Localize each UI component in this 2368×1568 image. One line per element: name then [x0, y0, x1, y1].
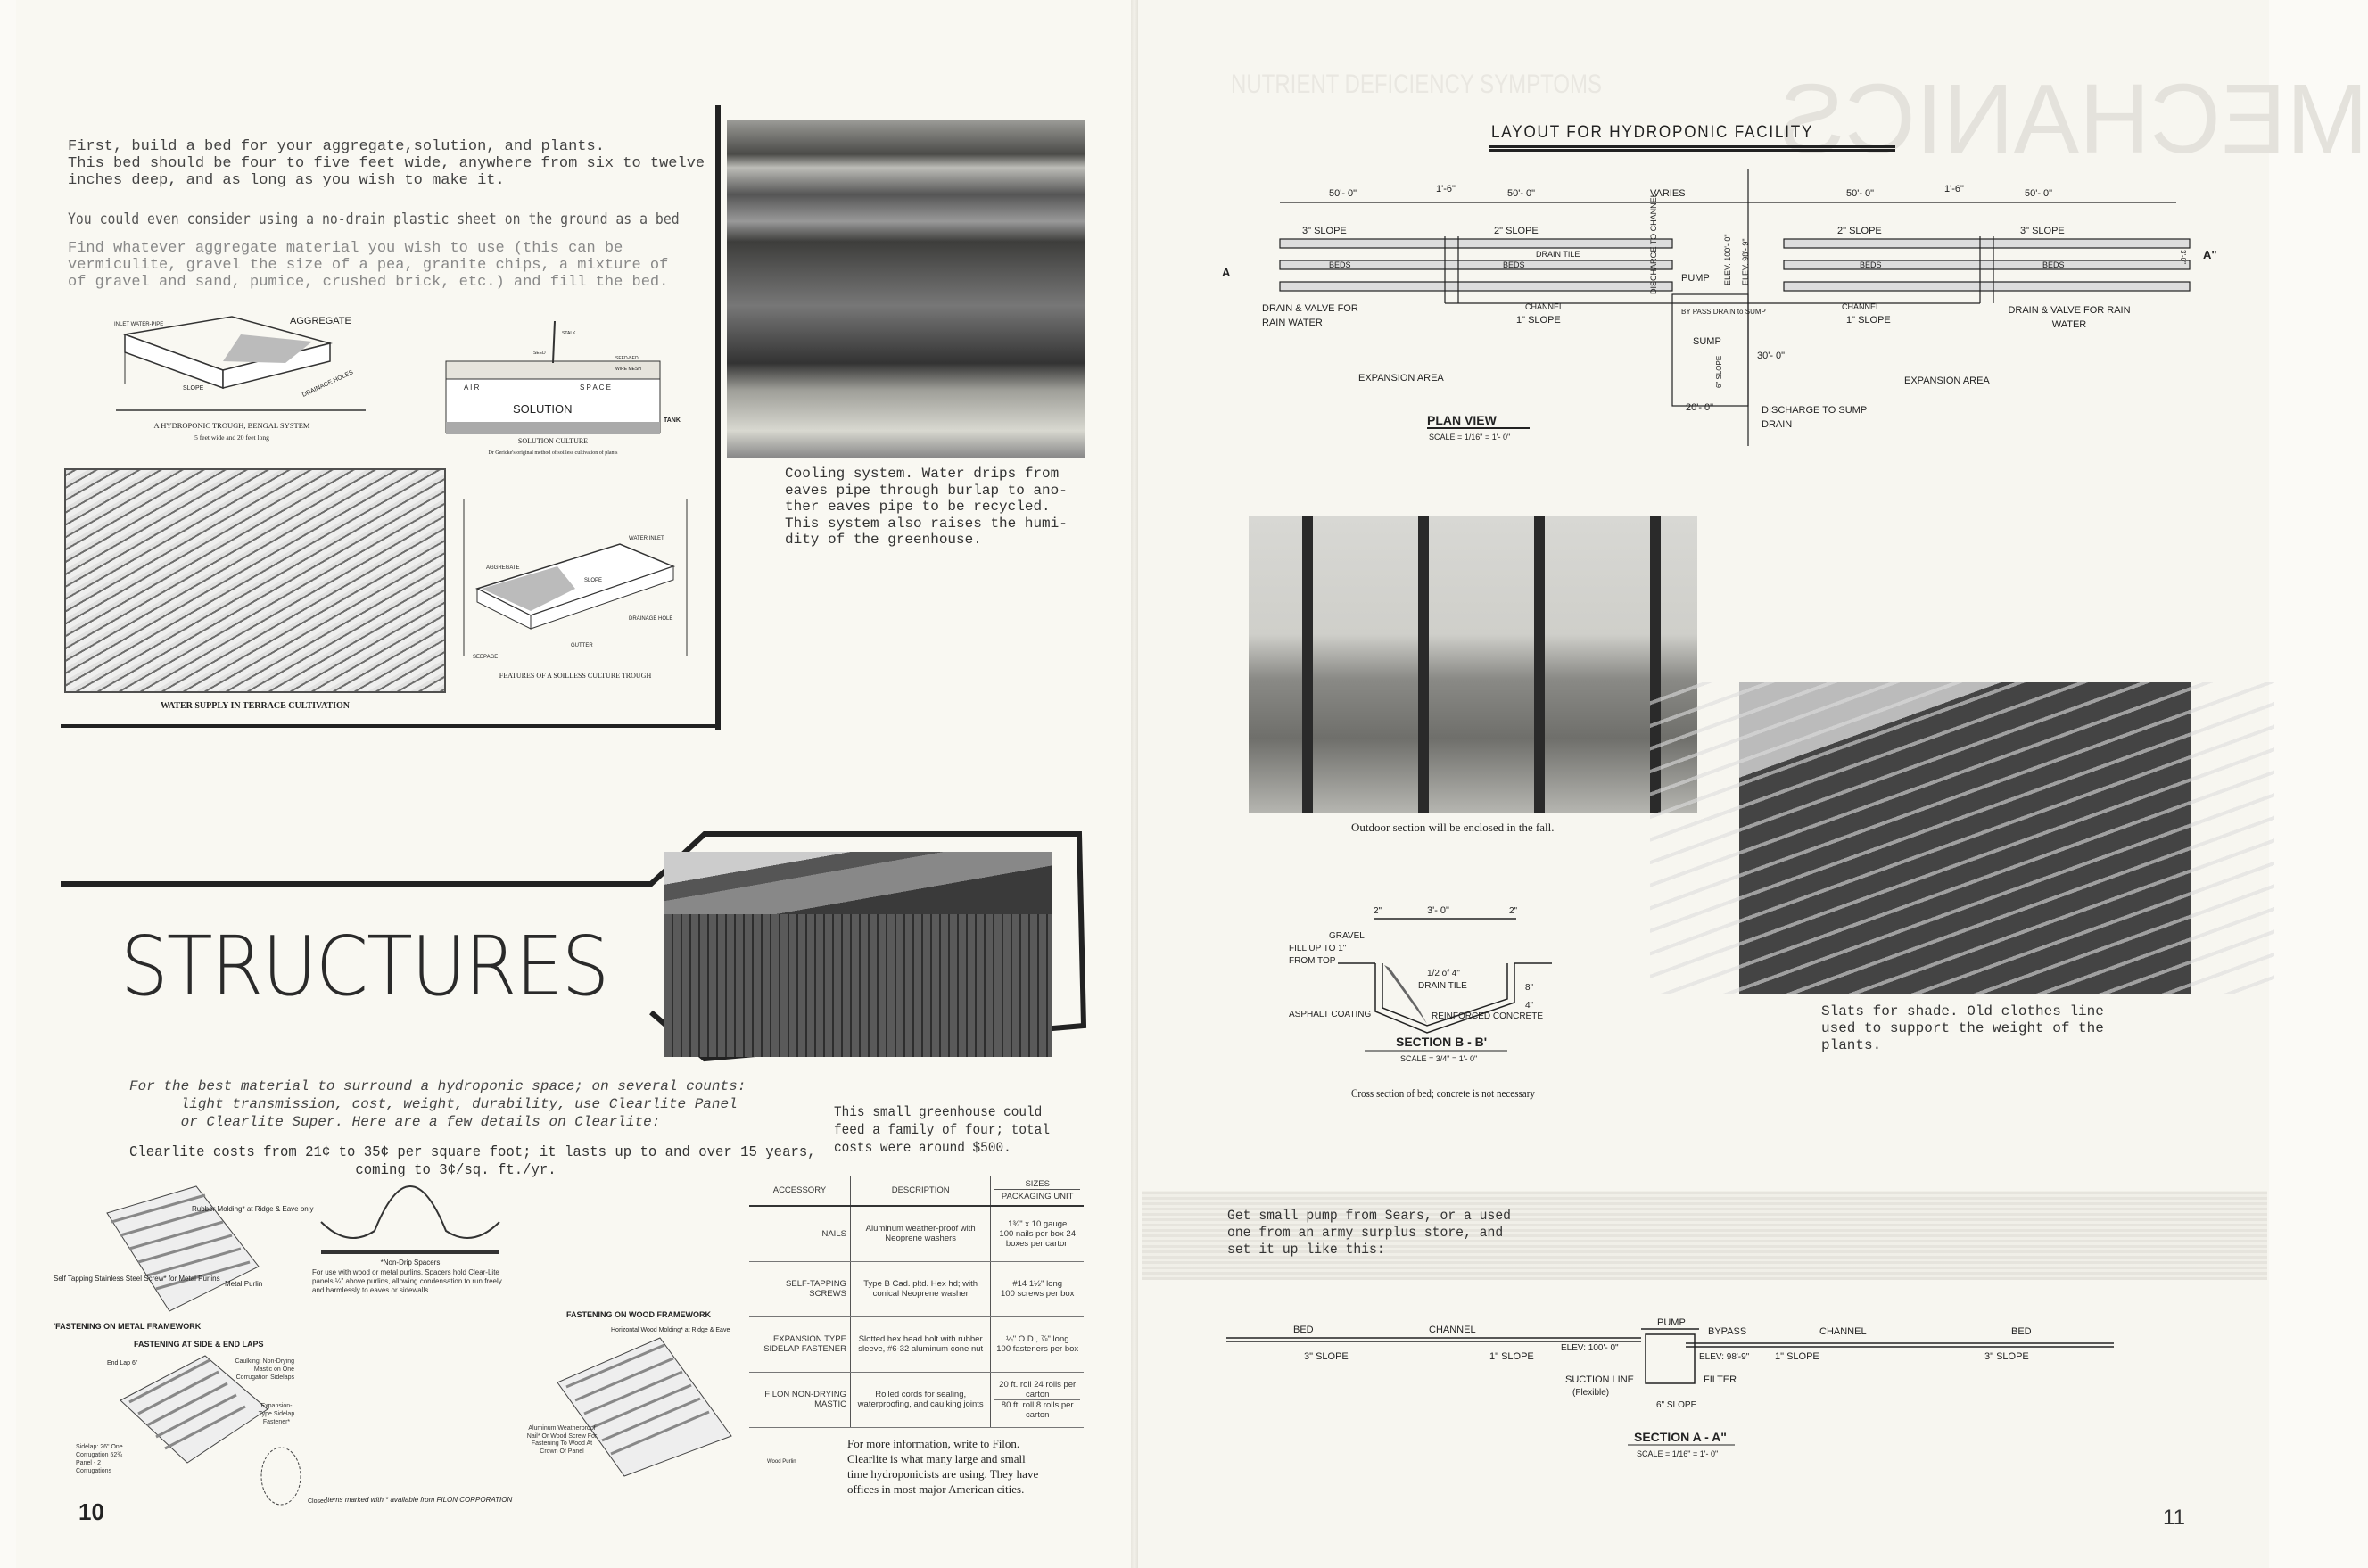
aa-elev-1: ELEV: 100'- 0": [1561, 1343, 1619, 1353]
cell-packaging: 100 fasteners per box: [996, 1344, 1079, 1354]
aa-filter: FILTER: [1704, 1374, 1737, 1385]
solution-label-space: S P A C E: [580, 384, 611, 392]
plan-dim-20: 20'- 0": [1686, 402, 1714, 413]
solution-label-tank: TANK: [664, 417, 681, 424]
aa-flexible: (Flexible): [1572, 1388, 1610, 1398]
intro-para-1: First, build a bed for your aggregate,solution, and plants. This bed should be four to five feet wide, anywhere from six to twelve inches deep, and as long as you wish to make it.: [68, 138, 705, 189]
box-border-bottom: [61, 724, 721, 728]
page-number-right: 11: [2163, 1506, 2185, 1530]
plan-slope-3-left: 3" SLOPE: [1302, 226, 1347, 236]
end-lap-label: End Lap 6": [107, 1360, 138, 1366]
plan-beds-3: BEDS: [1860, 260, 1882, 269]
greenhouse-photo: [664, 852, 1052, 1057]
closed-label: Closed: [308, 1498, 327, 1505]
cell-accessory: EXPANSION TYPE SIDELAP FASTENER: [749, 1316, 850, 1372]
bb-drain-tile-2: DRAIN TILE: [1418, 981, 1467, 991]
bb-drain-tile: 1/2 of 4": [1427, 969, 1460, 978]
plan-slope-2-left: 2" SLOPE: [1494, 226, 1539, 236]
plan-discharge-sump: DISCHARGE TO SUMP DRAIN: [1762, 405, 1867, 430]
plan-beds-1: BEDS: [1329, 260, 1351, 269]
cell-description: Type B Cad. pltd. Hex hd; with conical Neoprene washer: [850, 1261, 990, 1316]
bb-dim-2-left: 2": [1374, 906, 1382, 916]
metal-framework-title: 'FASTENING ON METAL FRAMEWORK: [54, 1322, 202, 1331]
cell-sizes: ¼" O.D., ⅞" long: [1005, 1334, 1069, 1344]
aa-slope-3-right: 3" SLOPE: [1984, 1351, 2029, 1362]
fastening-illustrations: [54, 1168, 821, 1525]
header-packaging: PACKAGING UNIT: [1001, 1192, 1074, 1201]
plan-beds-2: BEDS: [1503, 260, 1525, 269]
soilless-label-inlet: WATER INLET: [629, 536, 664, 541]
plan-slope-3-right: 3" SLOPE: [2020, 226, 2065, 236]
trough-label-drainage: DRAINAGE HOLES: [301, 369, 355, 399]
plan-channel-right: CHANNEL: [1842, 302, 1881, 311]
wood-purlin-label: Wood Purlin: [767, 1459, 796, 1465]
aa-bypass: BYPASS: [1708, 1326, 1747, 1337]
bb-from-top: FROM TOP: [1289, 956, 1336, 966]
plan-dim-50-c: 50'- 0": [1846, 188, 1875, 199]
cell-description: Slotted hex head bolt with rubber sleeve, #6-32 aluminum cone nut: [850, 1316, 990, 1372]
structures-heading: STRUCTURES: [120, 919, 608, 1014]
aa-slope-6: 6" SLOPE: [1656, 1400, 1697, 1410]
filon-footnote: Items marked with * available from FILON CORPORATION: [326, 1496, 513, 1504]
layout-title: LAYOUT FOR HYDROPONIC FACILITY: [1491, 123, 1814, 142]
soilless-caption: FEATURES OF A SOILLESS CULTURE TROUGH: [499, 672, 652, 680]
ghost-heading: MECHANICS: [1779, 64, 2368, 174]
plan-beds-4: BEDS: [2042, 260, 2065, 269]
plan-dim-16-a: 1'-6": [1436, 184, 1456, 194]
slats-shade-photo: [1739, 682, 2191, 994]
cell-sizes: #14 1½" long: [1012, 1279, 1063, 1289]
bb-dim-4: 4": [1525, 1001, 1534, 1011]
plan-drain-valve-right: DRAIN & VALVE FOR RAIN WATER: [2008, 305, 2131, 330]
plan-dim-30: 30'- 0": [1757, 351, 1786, 361]
clearlite-intro: For the best material to surround a hydroponic space; on several counts: light transmission, cost, weight, durability, use Clearlite Panel or Clearlite Super. Here are a few details on Clearlite:: [129, 1078, 747, 1130]
solution-label-mesh: WIRE MESH: [615, 367, 641, 372]
plan-discharge-channel: DISCHARGE TO CHANNEL: [1649, 193, 1658, 294]
spacer-figure: [321, 1186, 499, 1254]
plan-elev-2: ELEV. 98'- 9": [1741, 238, 1750, 285]
metal-purlin-label: Metal Purlin: [225, 1280, 263, 1288]
bb-dim-3: 3'- 0": [1427, 905, 1449, 916]
soilless-label-slope: SLOPE: [584, 578, 603, 583]
aa-channel-right: CHANNEL: [1819, 1326, 1867, 1337]
cell-packaging: 100 nails per box 24 boxes per carton: [999, 1228, 1076, 1249]
page-number-left: 10: [78, 1498, 104, 1525]
plan-drain-valve-left: DRAIN & VALVE FOR RAIN WATER: [1262, 303, 1358, 328]
soilless-label-aggregate: AGGREGATE: [486, 565, 520, 571]
plan-bypass: BY PASS DRAIN to SUMP: [1681, 308, 1766, 316]
plan-view-diagram: [1222, 169, 2248, 446]
aa-pump: PUMP: [1657, 1317, 1686, 1328]
header-sizes: SIZES: [994, 1179, 1080, 1190]
slats-caption: Slats for shade. Old clothes line used to support the weight of the plants.: [1821, 1003, 2104, 1053]
header-description: DESCRIPTION: [850, 1176, 990, 1206]
cell-accessory: FILON NON-DRYING MASTIC: [749, 1372, 850, 1427]
bed-caption: Cross section of bed; concrete is not necessary: [1351, 1086, 1535, 1100]
plan-dim-50-d: 50'- 0": [2025, 188, 2053, 199]
plan-drain-tile: DRAIN TILE: [1536, 250, 1580, 259]
cell-packaging: 100 screws per box: [1001, 1289, 1075, 1299]
solution-caption: SOLUTION CULTURE: [517, 437, 589, 445]
rubber-molding-label: Rubber Molding* at Ridge & Eave only: [192, 1205, 314, 1213]
self-tapping-label: Self Tapping Stainless Steel Screw* for Metal Purlins: [54, 1275, 220, 1283]
cell-accessory: SELF-TAPPING SCREWS: [749, 1261, 850, 1316]
intro-para-2: You could even consider using a no-drain plastic sheet on the ground as a bed: [68, 210, 680, 228]
solution-culture-figure: [428, 308, 722, 464]
plan-dim-varies: VARIES: [1650, 188, 1686, 199]
terrace-illustration: [64, 468, 446, 693]
aa-suction: SUCTION LINE: [1565, 1374, 1635, 1385]
plan-slope-2-right: 2" SLOPE: [1837, 226, 1882, 236]
aa-channel-left: CHANNEL: [1429, 1325, 1476, 1335]
aa-slope-1-right: 1" SLOPE: [1775, 1351, 1819, 1362]
bb-scale: SCALE = 3/4" = 1'- 0": [1400, 1054, 1478, 1063]
bb-dim-8: 8": [1525, 983, 1534, 993]
plan-expansion-left: EXPANSION AREA: [1358, 373, 1444, 384]
plan-marker-a2: A": [2203, 248, 2217, 261]
gutter: [1131, 0, 1138, 1568]
bb-dim-2-right: 2": [1509, 906, 1518, 916]
clearlite-cost: Clearlite costs from 21¢ to 35¢ per square foot; it lasts up to and over 15 years, coming to 3¢/sq. ft./yr.: [129, 1144, 816, 1179]
solution-label-seedbed: SEED-BED: [615, 356, 639, 361]
bb-title: SECTION B - B': [1396, 1035, 1488, 1049]
cell-sizes: 1¾" x 10 gauge: [1008, 1218, 1068, 1229]
bb-concrete: REINFORCED CONCRETE: [1432, 1011, 1544, 1021]
cell-accessory: NAILS: [749, 1206, 850, 1261]
plan-expansion-right: EXPANSION AREA: [1904, 375, 1990, 386]
trough-label-inlet: INLET WATER-PIPE: [114, 322, 164, 327]
trough-label-aggregate: AGGREGATE: [290, 316, 351, 326]
plan-pump: PUMP: [1681, 273, 1710, 284]
aa-bed-left: BED: [1293, 1325, 1314, 1335]
plan-dim-16-b: 1'-6": [1944, 184, 1964, 194]
aluminum-nail-label: Aluminum Weatherproof Nail* Or Wood Screw For Fastening To Wood At Crown Of Panel: [526, 1425, 598, 1455]
greenhouse-caption: This small greenhouse could feed a family of four; total costs were around $500.: [834, 1104, 1050, 1156]
plan-channel-left: CHANNEL: [1525, 302, 1564, 311]
outdoor-section-photo: [1249, 516, 1697, 813]
plan-dim-50-b: 50'- 0": [1507, 188, 1536, 199]
soilless-label-drainage: DRAINAGE HOLE: [629, 616, 673, 622]
plan-elev-1: ELEV. 100'- 0": [1723, 234, 1732, 285]
aa-slope-3-left: 3" SLOPE: [1304, 1351, 1349, 1362]
soilless-label-seepage: SEEPAGE: [473, 655, 499, 660]
solution-label-stalk: STALK: [562, 331, 576, 336]
pump-text: Get small pump from Sears, or a used one from an army surplus store, and set it up like this:: [1227, 1208, 1512, 1258]
plan-sump-slope: 6" SLOPE: [1715, 355, 1723, 388]
trough-caption: A HYDROPONIC TROUGH, BENGAL SYSTEM: [153, 421, 310, 430]
outdoor-caption: Outdoor section will be enclosed in the fall.: [1351, 821, 1555, 834]
aa-slope-1-left: 1" SLOPE: [1489, 1351, 1534, 1362]
aa-bed-right: BED: [2011, 1326, 2032, 1337]
wood-molding-label: Horizontal Wood Molding* at Ridge & Eave: [611, 1327, 730, 1333]
ghost-subheading: NUTRIENT DEFICIENCY SYMPTOMS: [1231, 70, 1603, 99]
trough-subcaption: 5 feet wide and 20 feet long: [194, 433, 269, 442]
bb-gravel: GRAVEL: [1329, 931, 1365, 941]
trough-label-slope: SLOPE: [183, 385, 204, 392]
sidelap-label: Sidelap: 26" One Corrugation 52¾ Panel - 2 Corrugations: [76, 1444, 123, 1474]
filon-note: For more information, write to Filon. Clearlite is what many large and small time hydroponicists are using. They have offices in most major American cities.: [847, 1437, 1039, 1496]
aa-scale: SCALE = 1/16" = 1'- 0": [1637, 1449, 1719, 1458]
cell-description: Rolled cords for sealing, waterproofing, and caulking joints: [850, 1372, 990, 1427]
bb-asphalt: ASPHALT COATING: [1289, 1010, 1372, 1019]
bb-fill: FILL UP TO 1": [1289, 944, 1347, 953]
spacers-title: *Non-Drip Spacers: [380, 1259, 441, 1267]
plan-bed-width: 3'-0": [2179, 250, 2187, 264]
title-underline: [1489, 145, 1895, 152]
cooling-system-photo: [727, 120, 1085, 458]
laps-title: FASTENING AT SIDE & END LAPS: [134, 1340, 264, 1349]
terrace-caption: WATER SUPPLY IN TERRACE CULTIVATION: [160, 701, 351, 711]
plan-slope-1-left: 1" SLOPE: [1516, 315, 1561, 326]
aa-title: SECTION A - A": [1634, 1430, 1727, 1444]
cell-sizes: 20 ft. roll 24 rolls per carton: [994, 1380, 1080, 1400]
bengal-trough-figure: [98, 308, 366, 459]
plan-slope-1-right: 1" SLOPE: [1846, 315, 1891, 326]
intro-para-3: Find whatever aggregate material you wish to use (this can be vermiculite, gravel the size of a pea, granite chips, a mixture of of gravel and sand, pumice, crushed brick, etc.) and fill the bed.: [68, 240, 669, 291]
plan-sump: SUMP: [1693, 336, 1721, 347]
plan-marker-a: A: [1222, 266, 1231, 279]
solution-label-solution: SOLUTION: [513, 402, 573, 416]
cooling-caption: Cooling system. Water drips from eaves pipe through burlap to ano- ther eaves pipe to be recycled. This system also raises the humi- dity of the greenhouse.: [785, 466, 1068, 548]
solution-subcaption: Dr Gericke's original method of soilless cultivation of plants: [488, 450, 618, 456]
wood-framework-title: FASTENING ON WOOD FRAMEWORK: [566, 1310, 711, 1319]
cell-description: Aluminum weather-proof with Neoprene washers: [850, 1206, 990, 1261]
soilless-label-gutter: GUTTER: [571, 643, 593, 648]
spacers-text: For use with wood or metal purlins. Spacers hold Clear-Lite panels ¼" above purlins, allowing condensation to run freely and harmlessly to eaves or sidewalls.: [312, 1268, 502, 1294]
solution-label-air: A I R: [464, 384, 480, 392]
header-accessory: ACCESSORY: [749, 1176, 850, 1206]
soilless-trough-figure: [459, 499, 718, 687]
section-aa-diagram: [1222, 1318, 2114, 1470]
plan-view-scale: SCALE = 1/16" = 1'- 0": [1429, 433, 1511, 442]
section-bb-diagram: [1284, 901, 1623, 1079]
plan-dim-50-a: 50'- 0": [1329, 188, 1357, 199]
caulking-label: Caulking: Non-Drying Mastic on One Corrugation Sidelaps: [235, 1358, 294, 1381]
expansion-label: Expansion-Type Sidelap Fastener*: [258, 1403, 295, 1425]
solution-label-seed: SEED: [533, 351, 546, 356]
aa-elev-2: ELEV: 98'-9": [1699, 1352, 1750, 1362]
cell-packaging: 80 ft. roll 8 rolls per carton: [1001, 1399, 1074, 1420]
plan-view-title: PLAN VIEW: [1427, 413, 1497, 427]
